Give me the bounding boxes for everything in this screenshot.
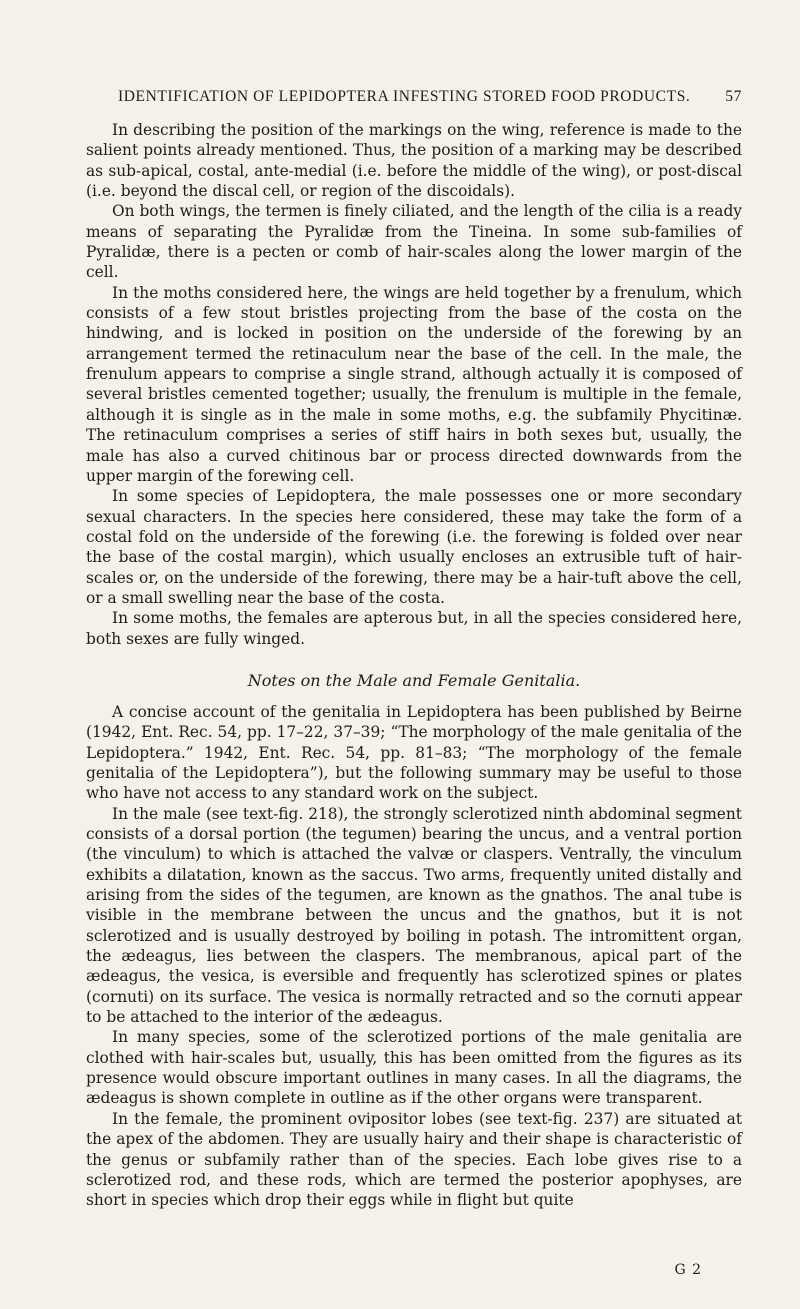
paragraph-sexual-characters: In some species of Lepidoptera, the male possesses one or more secondary sexual characters. In the species here considered, these may take the form of a costal fold on the underside of the forewing (i.e. the forewing is folded over near the base of the costal margin), which usually encloses an extrusible tuft of hair-scales or, on the underside of the forewing, there may be a hair-tuft above the cell, or a small swelling near the base of the costa. bbox=[86, 487, 742, 607]
paragraph-frenulum: In the moths considered here, the wings are held together by a frenulum, which consists of a few stout bristles projecting from the base of the costa on the hindwing, and is locked in position on the underside of the forewing by an arrangement termed the retinaculum near the base of the cell. In the male, the frenulum appears to comprise a single strand, although actually it is composed of several bristles cemented together; usually, the frenulum is multiple in the female, although it is single as in the male in some moths, e.g. the subfamily Phycitinæ. The retinaculum comprises a series of stiff hairs in both sexes but, usually, the male has also a curved chitinous bar or process directed downwards from the upper margin of the forewing cell. bbox=[86, 283, 742, 485]
paragraph-apterous-females: In some moths, the females are apterous but, in all the species considered here, both sexes are fully winged. bbox=[86, 609, 742, 648]
paragraph-female-genitalia: In the female, the prominent ovipositor lobes (see text-fig. 237) are situated at the apex of the abdomen. They are usually hairy and their shape is characteristic of the genus or subfamily rather than of the species. Each lobe gives rise to a sclerotized rod, and these rods, which are termed the posterior apophyses, are short in species which drop their eggs while in flight but quite bbox=[86, 1109, 742, 1210]
paragraph-termen-cilia: On both wings, the termen is finely ciliated, and the length of the cilia is a ready means of separating the Pyralidæ from the Tineina. In some sub-families of Pyralidæ, there is a pecten or comb of hair-scales along the lower margin of the cell. bbox=[86, 202, 742, 282]
signature-mark: G 2 bbox=[674, 1262, 702, 1278]
running-title: IDENTIFICATION OF LEPIDOPTERA INFESTING STORED FOOD PRODUCTS. bbox=[118, 88, 691, 105]
paragraph-genitalia-account: A concise account of the genitalia in Lepidoptera has been published by Beirne (1942, Ent. Rec. 54, pp. 17–22, 37–39; “The morphology of the male genitalia of the Lepidoptera.” 1942, Ent. Rec. 54, pp. 81–83; “The morphology of the female genitalia of the Lepidoptera”), but the following summary may be useful to those who have not access to any standard work on the subject. bbox=[86, 702, 742, 803]
paragraph-wing-markings: In describing the position of the markings on the wing, reference is made to the salient points already mentioned. Thus, the position of a marking may be described as sub-apical, costal, ante-medial (i.e. before the middle of the wing), or post-discal (i.e. beyond the discal cell, or region of the discoidals). bbox=[86, 121, 742, 201]
section-heading: Notes on the Male and Female Genitalia. bbox=[247, 670, 581, 690]
running-header bbox=[86, 88, 742, 106]
page-number: 57 bbox=[725, 88, 742, 105]
paragraph-hair-scales: In many species, some of the sclerotized portions of the male genitalia are clothed with hair-scales but, usually, this has been omitted from the figures as its presence would obscure important outlines in many cases. In all the diagrams, the ædeagus is shown complete in outline as if the other organs were transparent. bbox=[86, 1028, 742, 1108]
paragraph-male-genitalia: In the male (see text-fig. 218), the strongly sclerotized ninth abdominal segment consists of a dorsal portion (the tegumen) bearing the uncus, and a ventral portion (the vinculum) to which is attached the valvæ or claspers. Ventrally, the vinculum exhibits a dilatation, known as the saccus. Two arms, frequently united distally and arising from the sides of the tegumen, are known as the gnathos. The anal tube is visible in the membrane between the uncus and the gnathos, but it is not sclerotized and is usually destroyed by boiling in potash. The intromittent organ, the ædeagus, lies between the claspers. The membranous, apical part of the ædeagus, the vesica, is eversible and frequently has sclerotized spines or plates (cornuti) on its surface. The vesica is normally retracted and so the cornuti appear to be attached to the interior of the ædeagus. bbox=[86, 804, 742, 1027]
